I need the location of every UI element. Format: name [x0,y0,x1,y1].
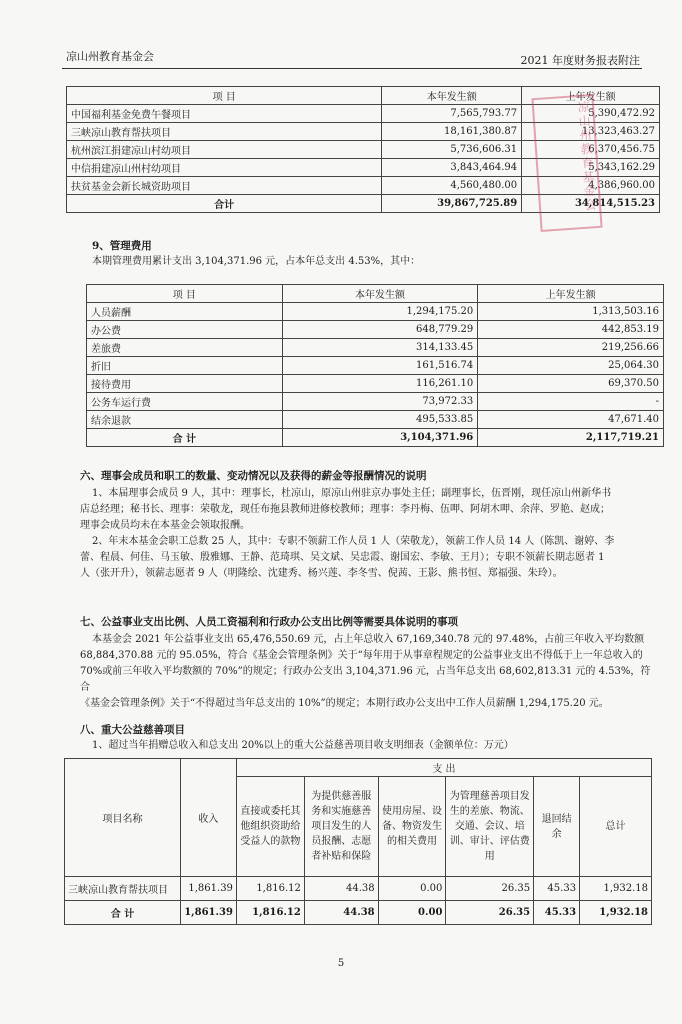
table-cell: 扶贫基金会新长城资助项目 [67,177,382,195]
paragraph-line: 1、本届理事会成员 9 人，其中：理事长，杜凉山，原凉山州驻京办事处主任；副理事长，伍晋刚，现任凉山州新华书 [92,488,612,499]
table-cell: 26.35 [446,901,534,925]
table-header-cell: 总计 [580,777,652,877]
table-header-row [87,285,664,303]
table-header-cell: 直接或委托其他组织资助给受益人的款物 [236,777,304,877]
section-6-title: 六、理事会成员和职工的数量、变动情况以及获得的薪金等报酬情况的说明 [80,470,427,482]
paragraph-line: 本基金会 2021 年公益事业支出 65,476,550.69 元，占上年总收入 67,169,340.78 元的 97.48%，占前三年收入平均数额 [92,634,645,645]
table-header-cell: 项目名称 [65,759,181,877]
table-cell: 1,294,175.20 [282,303,478,321]
table-cell: 648,779.29 [282,321,478,339]
table-header-cell: 为提供慈善服务和实施慈善项目发生的人员报酬、志愿者补贴和保险 [304,777,378,877]
table-cell: 47,671.40 [478,411,664,429]
table-cell: 1,313,503.16 [478,303,664,321]
table-cell: 6,370,456.75 [522,141,660,159]
table-cell: 差旅费 [87,339,283,357]
section-7-body [80,632,660,712]
table-cell: 合计 [67,195,382,213]
table-cell: 1,816.12 [236,877,304,901]
table-cell: 34,814,515.23 [522,195,660,213]
table-cell: 161,516.74 [282,357,478,375]
official-seal-stamp [531,94,602,232]
section-7-title: 七、公益事业支出比例、人员工资福利和行政办公支出比例等需要具体说明的事项 [80,616,458,628]
table-cell: 442,853.19 [478,321,664,339]
major-project-table [64,758,652,925]
section-8-title: 八、重大公益慈善项目 [80,724,185,736]
table-row [87,357,664,375]
stamp-text: 凉山州教育基金会 [575,100,598,213]
table-cell: 0.00 [378,901,446,925]
paragraph-line: 2、年末本基金会职工总数 25 人，其中：专职不领薪工作人员 1 人（荣敬龙），领薪工作人员 14 人（陈凯、谢婷、李 [92,536,615,547]
section-9-text: 本期管理费用累计支出 3,104,371.96 元，占本年总支出 4.53%，其中： [92,256,421,267]
table-cell: 三峡凉山教育帮扶项目 [67,123,382,141]
table-cell: 杭州滨江捐建凉山村幼项目 [67,141,382,159]
table-cell: 0.00 [378,877,446,901]
paragraph-line: 蕾、程晨、何佳、马玉敏、殷雅娜、王静、范琦琪、吴文斌、吴忠霞、谢国宏、李敏、王月）；专职不领薪长期志愿者 1 [80,552,605,563]
table-cell: 1,932.18 [580,877,652,901]
table-header-cell: 使用房屋、设备、物资发生的相关费用 [378,777,446,877]
table-row [65,877,652,901]
table-cell: - [478,393,664,411]
table-cell: 中信捐建凉山州村幼项目 [67,159,382,177]
section-8-subtitle: 1、超过当年捐赠总收入和总支出 20%以上的重大公益慈善项目收支明细表（金额单位：万元） [92,740,514,751]
table-header-cell: 为管理慈善项目发生的差旅、物流、交通、会议、培训、审计、评估费用 [446,777,534,877]
table-cell: 三峡凉山教育帮扶项目 [65,877,181,901]
paragraph-line: 70%或前三年收入平均数额的 70%”的规定；行政办公支出 3,104,371.96 元，占当年总支出 68,602,813.31 元的 4.53%，符合 [80,666,651,693]
table-cell: 接待费用 [87,375,283,393]
table-cell: 18,161,380.87 [382,123,522,141]
table-cell: 4,386,960.00 [522,177,660,195]
table-cell: 5,390,472.92 [522,105,660,123]
section-9-title: 9、管理费用 [92,240,152,252]
table-cell: 公务车运行费 [87,393,283,411]
paragraph-line: 人（张开升），领薪志愿者 9 人（明隆绘、沈建秀、杨兴莲、李冬雪、倪茜、王影、熊书恒、郑福强、朱玲）。 [80,568,563,579]
table-cell: 5,736,606.31 [382,141,522,159]
table-cell: 2,117,719.21 [478,429,664,447]
management-expense-table [86,284,664,447]
table-cell: 4,560,480.00 [382,177,522,195]
table-header-cell: 本年发生额 [282,285,478,303]
table-cell: 3,104,371.96 [282,429,478,447]
header-divider [62,68,642,69]
table-header-cell: 项 目 [87,285,283,303]
table-total-row [65,901,652,925]
table-cell: 495,533.85 [282,411,478,429]
table-header-cell: 退回结余 [534,777,580,877]
table-cell: 116,261.10 [282,375,478,393]
table-header-cell: 项 目 [67,87,382,105]
table-header-cell: 收入 [180,759,236,877]
table-cell: 1,932.18 [580,901,652,925]
table-cell: 折旧 [87,357,283,375]
table-cell: 中国福利基金免费午餐项目 [67,105,382,123]
table-row [87,411,664,429]
paragraph-line: 68,884,370.88 元的 95.05%，符合《基金会管理条例》关于“每年用于从事章程规定的公益事业支出不得低于上一年总收入的 [80,650,643,661]
paragraph-line: 店总经理；秘书长、理事：荣敬龙，现任布拖县教师进修校教师；理事：李丹梅、伍呷、阿胡木呷、余萍、罗艳、赵成； [80,504,610,515]
section-6-body [80,486,660,582]
table-row [87,303,664,321]
table-cell: 3,843,464.94 [382,159,522,177]
table-header-cell: 本年发生额 [382,87,522,105]
table-cell: 69,370.50 [478,375,664,393]
table-cell: 44.38 [304,901,378,925]
table-header-row [65,759,652,777]
table-cell: 314,133.45 [282,339,478,357]
table-cell: 1,816.12 [236,901,304,925]
header-report-title: 2021 年度财务报表附注 [520,54,640,67]
table-header-cell: 上年发生额 [522,87,660,105]
table-cell: 39,867,725.89 [382,195,522,213]
table-cell: 5,343,162.29 [522,159,660,177]
table-row [87,393,664,411]
table-row [87,321,664,339]
table-cell: 结余退款 [87,411,283,429]
table-cell: 13,323,463.27 [522,123,660,141]
table-cell: 合 计 [87,429,283,447]
table-total-row [87,429,664,447]
table-row [87,339,664,357]
table-cell: 26.35 [446,877,534,901]
table-cell: 219,256.66 [478,339,664,357]
table-cell: 25,064.30 [478,357,664,375]
paragraph-line: 《基金会管理条例》关于“不得超过当年总支出的 10%”的规定；本期行政办公支出中工作人员薪酬 1,294,175.20 元。 [80,698,609,709]
table-row [87,375,664,393]
table-header-cell: 支 出 [236,759,651,777]
table-cell: 1,861.39 [180,877,236,901]
table-cell: 合 计 [65,901,181,925]
table-cell: 45.33 [534,901,580,925]
table-cell: 1,861.39 [180,901,236,925]
page-number: 5 [337,958,345,969]
table-header-cell: 上年发生额 [478,285,664,303]
table-cell: 7,565,793.77 [382,105,522,123]
table-cell: 办公费 [87,321,283,339]
paragraph-line: 理事会成员均未在本基金会领取报酬。 [80,520,250,531]
table-cell: 73,972.33 [282,393,478,411]
table-cell: 45.33 [534,877,580,901]
header-org: 凉山州教育基金会 [66,50,154,63]
table-cell: 44.38 [304,877,378,901]
table-cell: 人员薪酬 [87,303,283,321]
